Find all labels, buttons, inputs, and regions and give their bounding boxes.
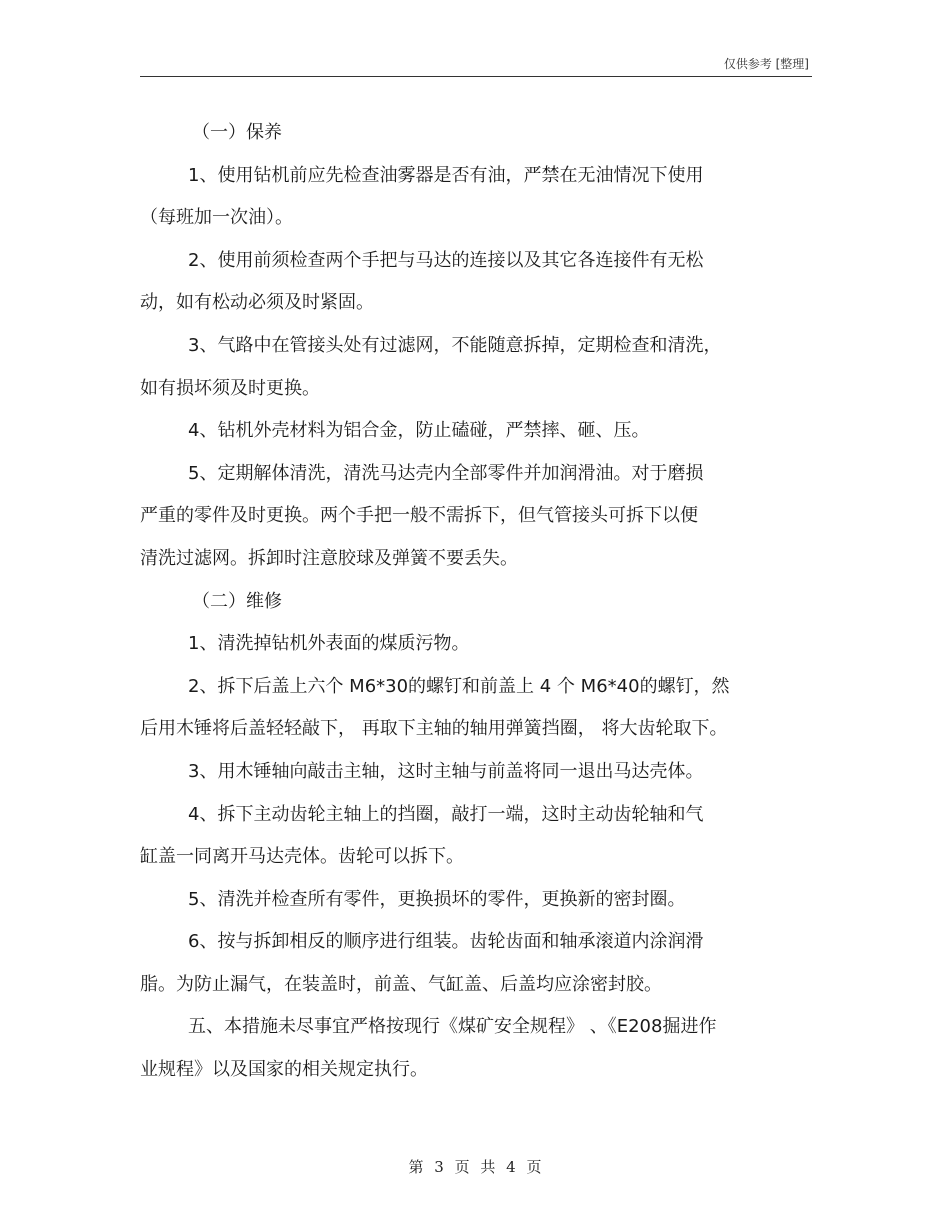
paragraph-line: 业规程》以及国家的相关规定执行。	[140, 1059, 428, 1081]
header-divider	[140, 76, 812, 77]
document-body	[140, 112, 812, 1092]
paragraph-line: 1、清洗掉钻机外表面的煤质污物。	[188, 633, 470, 655]
paragraph-line: 2、拆下后盖上六个 M6*30的螺钉和前盖上 4 个 M6*40的螺钉，然	[188, 675, 730, 697]
paragraph-line: 4、钻机外壳材料为铝合金，防止磕碰，严禁摔、砸、压。	[188, 420, 650, 442]
paragraph-line: 6、按与拆卸相反的顺序进行组装。齿轮齿面和轴承滚道内涂润滑	[188, 931, 704, 953]
paragraph-line: 1、使用钻机前应先检查油雾器是否有油，严禁在无油情况下使用	[188, 164, 704, 186]
paragraph-line: 如有损坏须及时更换。	[140, 377, 320, 399]
paragraph-line: 4、拆下主动齿轮主轴上的挡圈，敲打一端，这时主动齿轮轴和气	[188, 803, 704, 825]
paragraph-line: 3、气路中在管接头处有过滤网，不能随意拆掉，定期检查和清洗，	[188, 334, 722, 356]
page-number: 第 3 页 共 4 页	[408, 1158, 542, 1176]
paragraph-line: 5、定期解体清洗，清洗马达壳内全部零件并加润滑油。对于磨损	[188, 462, 704, 484]
paragraph-line: 五、本措施未尽事宜严格按现行《煤矿安全规程》 、《E208掘进作	[188, 1016, 717, 1038]
header-note: 仅供参考 [整理]	[723, 57, 809, 71]
section-heading: （二）维修	[192, 590, 282, 612]
paragraph-line: （每班加一次油）。	[140, 207, 293, 229]
paragraph-line: 3、用木锤轴向敲击主轴，这时主轴与前盖将同一退出马达壳体。	[188, 760, 704, 782]
paragraph-line: 动，如有松动必须及时紧固。	[140, 292, 374, 314]
section-heading: （一）保养	[192, 122, 282, 143]
paragraph-line: 2、使用前须检查两个手把与马达的连接以及其它各连接件有无松	[188, 249, 704, 271]
paragraph-line: 5、清洗并检查所有零件，更换损坏的零件，更换新的密封圈。	[188, 888, 686, 910]
paragraph-line: 清洗过滤网。拆卸时注意胶球及弹簧不要丢失。	[140, 547, 518, 569]
paragraph-line: 后用木锤将后盖轻轻敲下， 再取下主轴的轴用弹簧挡圈， 将大齿轮取下。	[140, 718, 728, 740]
paragraph-line: 脂。为防止漏气，在装盖时，前盖、气缸盖、后盖均应涂密封胶。	[140, 973, 662, 995]
paragraph-line: 严重的零件及时更换。两个手把一般不需拆下，但气管接头可拆下以便	[140, 505, 698, 527]
paragraph-line: 缸盖一同离开马达壳体。齿轮可以拆下。	[140, 846, 464, 868]
